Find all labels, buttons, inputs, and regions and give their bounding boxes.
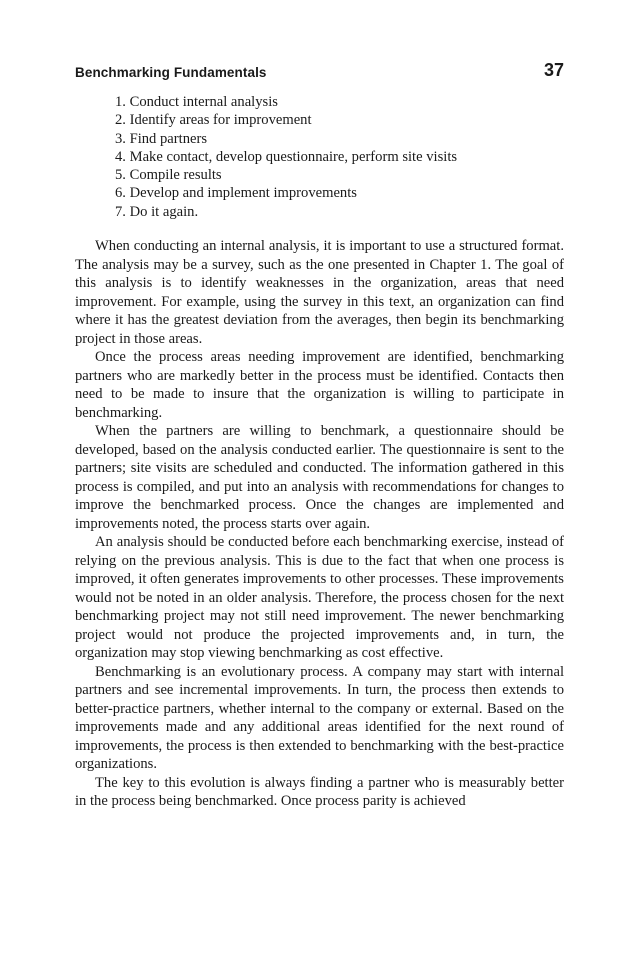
body-text (75, 237, 564, 811)
paragraph-identify-partners: Once the process areas needing improvement are identified, benchmarking partners who are markedly better in the process must be identified. Contacts then need to be made to insure that the organization is willing to participate in benchmarking. (75, 349, 564, 421)
list-item: 2. Identify areas for improvement (115, 112, 312, 129)
page-header (75, 60, 564, 84)
list-item: 7. Do it again. (115, 203, 199, 220)
list-item: 6. Develop and implement improvements (115, 185, 357, 202)
list-item: 3. Find partners (115, 130, 208, 147)
paragraph-evolutionary-process: Benchmarking is an evolutionary process. A company may start with internal partners and see incremental improvements. In turn, the process then extends to better-practice partners, whether internal to the company or external. Based on the improvements made and any additional areas identified for the next round of improvements, the process is then extended to benchmarking with the best-practice organizations. (75, 663, 564, 772)
running-head: Benchmarking Fundamentals (75, 65, 267, 80)
page-number: 37 (543, 60, 564, 80)
benchmarking-steps-list (115, 93, 457, 221)
paragraph-questionnaire: When the partners are willing to benchmark, a questionnaire should be developed, based on the analysis conducted earlier. The questionnaire is sent to the partners; site visits are scheduled and conducted. The information gathered in this process is compiled, and put into an analysis with recommendations for changes to improve the benchmarked process. Once the changes are implemented and improvements noted, the process starts over again. (75, 423, 564, 532)
paragraph-repeat-analysis: An analysis should be conducted before each benchmarking exercise, instead of relying on the previous analysis. This is due to the fact that when one process is improved, it often generates improvements to other processes. These improvements would not be noted in an older analysis. Therefore, the process chosen for the next benchmarking project may not still need improvement. The newer benchmarking project would not produce the projected improvements and, in turn, the organization may stop viewing benchmarking as cost effective. (75, 534, 564, 661)
paragraph-internal-analysis: When conducting an internal analysis, it is important to use a structured format. The analysis may be a survey, such as the one presented in Chapter 1. The goal of this analysis is to identify weaknesses in the organization, areas that need improvement. For example, using the survey in this text, an organization can find where it has the greatest deviation from the averages, then begin its benchmarking project in those areas. (75, 238, 564, 347)
paragraph-key-to-evolution: The key to this evolution is always finding a partner who is measurably better in the process being benchmarked. Once process parity is achieved (75, 774, 564, 809)
list-item: 5. Compile results (115, 167, 222, 184)
list-item: 1. Conduct internal analysis (115, 94, 278, 110)
list-item: 4. Make contact, develop questionnaire, perform site visits (115, 148, 458, 165)
